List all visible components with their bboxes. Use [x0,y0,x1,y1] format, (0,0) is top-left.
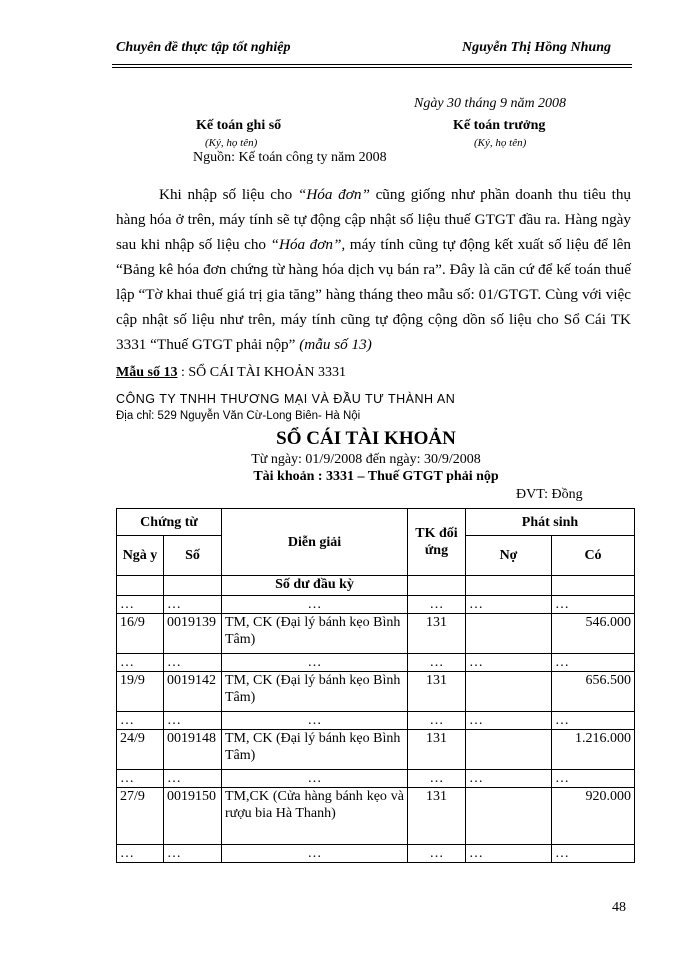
ellipsis: … [466,654,552,672]
para-italic-2: “Hóa đơn”, [270,236,346,253]
ledger-account: Tài khoản : 3331 – Thuế GTGT phải nộp [253,469,499,484]
row-date: 24/9 [117,730,164,770]
table-row [117,614,635,654]
ledger-title: SỔ CÁI TÀI KHOẢN [276,428,456,449]
source-note: Nguồn: Kế toán công ty năm 2008 [193,150,387,165]
ellipsis: … [117,654,164,672]
ellipsis: … [222,712,408,730]
header-voucher: Chứng từ [117,509,222,536]
company-name: CÔNG TY TNHH THƯƠNG MẠI VÀ ĐẦU TƯ THÀNH AN [116,392,456,406]
row-description: TM, CK (Đại lý bánh kẹo Bình Tâm) [222,614,408,654]
ellipsis: … [466,596,552,614]
row-date: 19/9 [117,672,164,712]
header-debit: Nợ [466,536,552,576]
row-date: 16/9 [117,614,164,654]
ellipsis: … [164,770,222,788]
ellipsis: … [164,845,222,863]
opening-balance-label: Số dư đầu kỳ [222,576,408,596]
header-contra: TK đối ứng [408,509,466,576]
ellipsis: … [164,654,222,672]
page-number: 48 [612,900,626,915]
header-credit: Có [552,536,635,576]
header-rule-thin [112,67,632,68]
row-number: 0019148 [164,730,222,770]
ellipsis: … [222,596,408,614]
header-arising: Phát sinh [466,509,635,536]
para-italic-3: (mẫu số 13) [299,336,372,353]
row-date: 27/9 [117,788,164,845]
para-italic-1: “Hóa đơn” [297,186,370,203]
row-contra: 131 [408,730,466,770]
row-credit: 920.000 [552,788,635,845]
ellipsis: … [408,654,466,672]
ellipsis: … [552,845,635,863]
signature-right-note: (Ký, họ tên) [474,137,527,149]
row-credit: 1.216.000 [552,730,635,770]
header-author: Nguyễn Thị Hồng Nhung [462,40,611,55]
ellipsis: … [117,845,164,863]
row-debit [466,788,552,845]
ellipsis: … [466,712,552,730]
ellipsis: … [552,712,635,730]
form-label [116,365,346,381]
table-row [117,730,635,770]
table-row [117,672,635,712]
signature-right-title: Kế toán trưởng [453,118,546,133]
form-label-rest: : SỔ CÁI TÀI KHOẢN 3331 [177,365,346,380]
ellipsis: … [164,596,222,614]
ellipsis: … [222,654,408,672]
para-text-1: Khi nhập số liệu cho [159,186,293,203]
row-number: 0019150 [164,788,222,845]
header-left-title: Chuyên đề thực tập tốt nghiệp [116,40,291,55]
row-credit: 546.000 [552,614,635,654]
table-row [117,788,635,845]
ellipsis: … [117,596,164,614]
row-number: 0019142 [164,672,222,712]
row-contra: 131 [408,614,466,654]
header-date: Ngà y [117,536,164,576]
ellipsis: … [408,712,466,730]
ellipsis: … [552,654,635,672]
opening-balance-row [117,576,635,596]
ellipsis: … [222,770,408,788]
ellipsis: … [164,712,222,730]
signature-left-title: Kế toán ghi sổ [196,118,282,133]
ledger-unit: ĐVT: Đồng [516,487,583,502]
row-credit: 656.500 [552,672,635,712]
ellipsis: … [408,845,466,863]
signature-date: Ngày 30 tháng 9 năm 2008 [414,96,567,111]
header-number: Số [164,536,222,576]
ellipsis: … [466,770,552,788]
header-description: Diễn giải [222,509,408,576]
row-number: 0019139 [164,614,222,654]
signature-left-note: (Ký, họ tên) [205,137,258,149]
ellipsis-row [117,770,635,788]
ellipsis-row [117,654,635,672]
para-text-2: cũng giống như phần doanh thu tiêu thụ hàng hóa ở trên, máy tính sẽ tự động cập nhật số liệu thuế GTGT đầu ra. Hàng ngày sau khi nhập số liệu cho [116,186,632,253]
form-label-bold: Mẫu số 13 [116,365,178,380]
ellipsis-row [117,596,635,614]
company-address: Địa chỉ: 529 Nguyễn Văn Cừ-Long Biên- Hà Nội [116,410,361,422]
ellipsis: … [222,845,408,863]
row-contra: 131 [408,788,466,845]
header-rule [112,64,632,65]
ellipsis: … [117,770,164,788]
row-description: TM, CK (Đại lý bánh kẹo Bình Tâm) [222,672,408,712]
para-text-3: máy tính cũng tự động kết xuất số liệu để lên “Bảng kê hóa đơn chứng từ hàng hóa dịch vụ bán ra”. Đây là căn cứ để kế toán thuế lập “Tờ khai thuế giá trị gia tăng” hàng tháng theo mẫu số: 01/GTGT. Cùng với việc cập nhật số liệu như trên, máy tính cũng tự động cộng dồn số liệu cho Sổ Cái TK 3331 “Thuế GTGT phải nộp” [116,236,632,353]
ellipsis: … [552,770,635,788]
ellipsis: … [552,596,635,614]
row-contra: 131 [408,672,466,712]
ellipsis-row [117,845,635,863]
ellipsis-row [117,712,635,730]
row-description: TM,CK (Cửa hàng bánh kẹo và rượu bia Hà Thanh) [222,788,408,845]
row-debit [466,672,552,712]
row-debit [466,614,552,654]
ledger-table [116,508,635,863]
row-description: TM, CK (Đại lý bánh kẹo Bình Tâm) [222,730,408,770]
ledger-period: Từ ngày: 01/9/2008 đến ngày: 30/9/2008 [251,452,481,467]
row-debit [466,730,552,770]
ellipsis: … [466,845,552,863]
ellipsis: … [117,712,164,730]
body-paragraph [116,182,631,357]
ellipsis: … [408,770,466,788]
ellipsis: … [408,596,466,614]
